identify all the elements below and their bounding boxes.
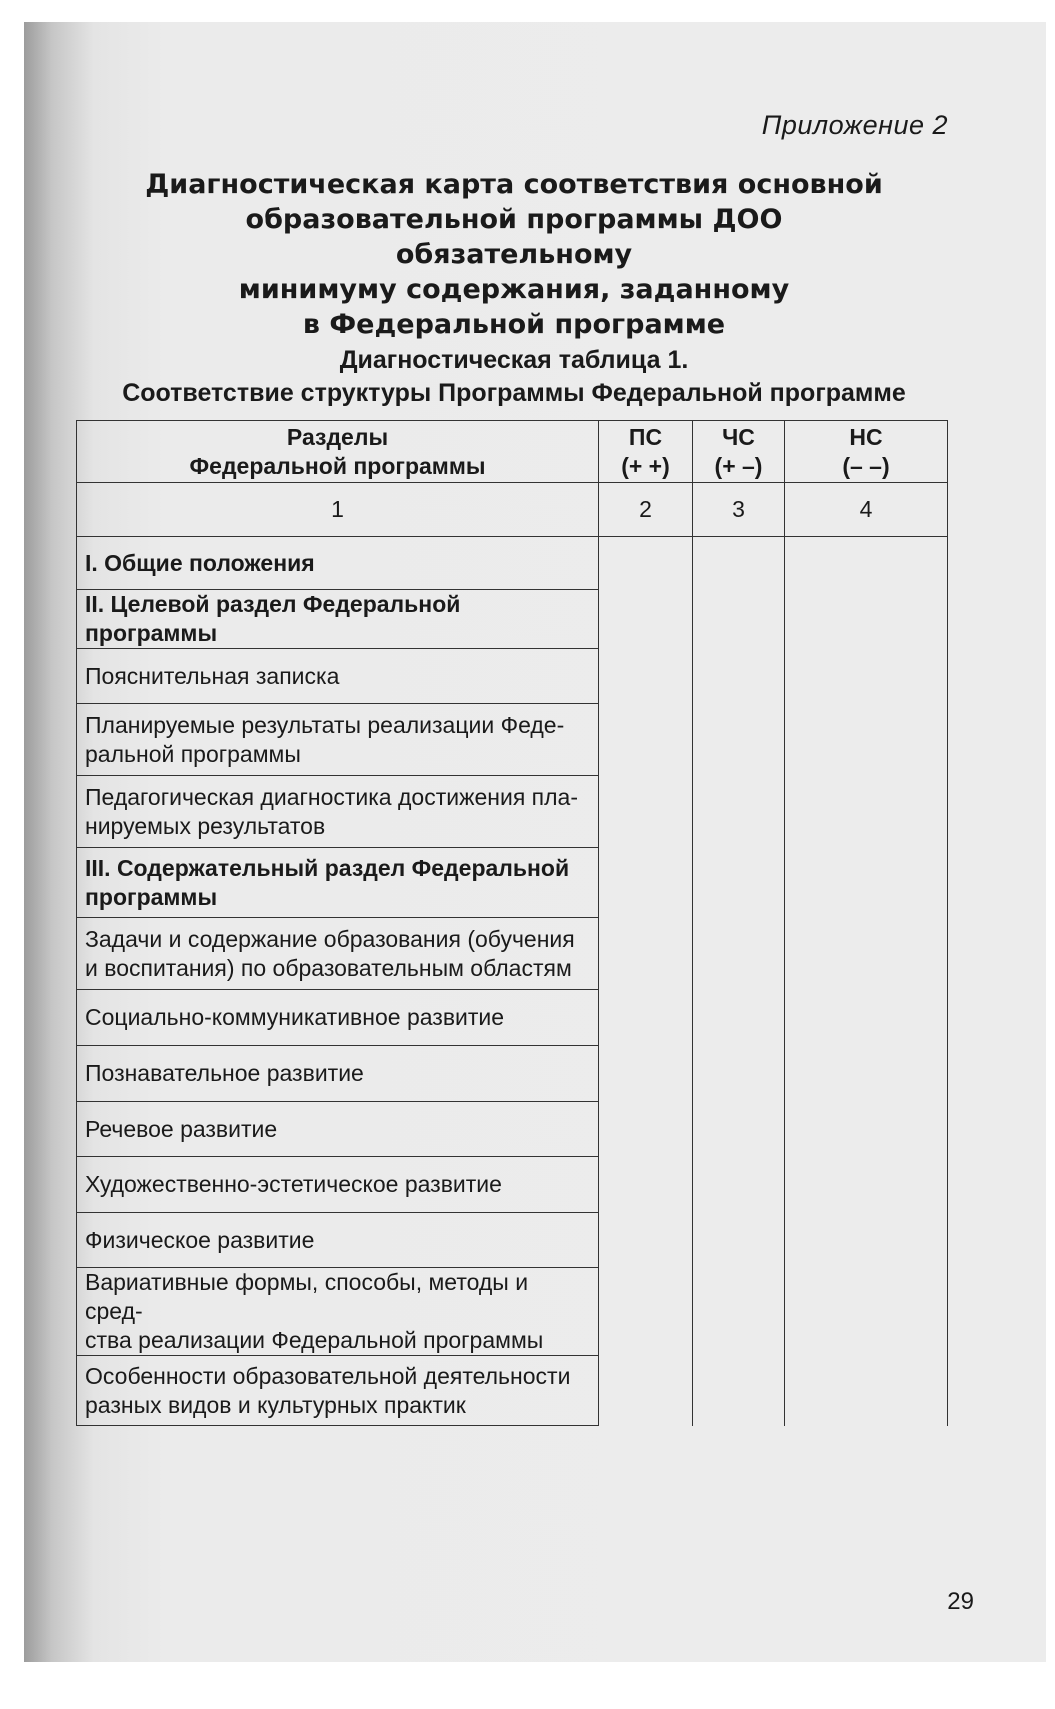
value-cell-ps[interactable] xyxy=(599,1213,693,1268)
value-cell-ps[interactable] xyxy=(599,704,693,776)
value-cell-ps[interactable] xyxy=(599,649,693,704)
section-cell xyxy=(77,848,599,918)
section-line: Педагогическая диагностика достижения пла- xyxy=(85,783,578,810)
section-cell xyxy=(77,649,599,704)
table-row xyxy=(77,704,948,776)
table-title-line: Соответствие структуры Программы Федеральной программе xyxy=(122,379,906,407)
value-cell-ps[interactable] xyxy=(599,990,693,1046)
value-cell-chs[interactable] xyxy=(693,537,785,590)
title-line: образовательной программы ДОО обязательному xyxy=(245,204,783,270)
value-cell-ns[interactable] xyxy=(785,649,948,704)
title-line: в Федеральной программе xyxy=(302,309,726,340)
page-number: 29 xyxy=(947,1588,974,1615)
section-line: разных видов и культурных практик xyxy=(85,1391,466,1418)
value-cell-ns[interactable] xyxy=(785,704,948,776)
section-line: Художественно-эстетическое развитие xyxy=(85,1171,502,1197)
value-cell-chs[interactable] xyxy=(693,990,785,1046)
value-cell-ns[interactable] xyxy=(785,590,948,649)
value-cell-ps[interactable] xyxy=(599,1102,693,1157)
section-line: I. Общие положения xyxy=(85,549,315,576)
table-row xyxy=(77,918,948,990)
value-cell-chs[interactable] xyxy=(693,1268,785,1356)
value-cell-ps[interactable] xyxy=(599,918,693,990)
column-number: 3 xyxy=(693,483,785,537)
section-cell xyxy=(77,776,599,848)
value-cell-ns[interactable] xyxy=(785,848,948,918)
value-cell-ps[interactable] xyxy=(599,1046,693,1102)
value-cell-ps[interactable] xyxy=(599,848,693,918)
table-row xyxy=(77,1102,948,1157)
table-row xyxy=(77,848,948,918)
section-line: нируемых результатов xyxy=(85,812,326,839)
table-row xyxy=(77,1356,948,1426)
section-cell xyxy=(77,1102,599,1157)
section-line: Пояснительная записка xyxy=(85,662,340,689)
header-sections: Разделы Федеральной программы xyxy=(77,421,599,483)
value-cell-ps[interactable] xyxy=(599,1356,693,1426)
header-ns: НС (– –) xyxy=(785,421,948,483)
section-cell xyxy=(77,1157,599,1213)
document-title xyxy=(144,167,884,342)
diagnostic-table xyxy=(76,420,948,1426)
value-cell-ns[interactable] xyxy=(785,990,948,1046)
section-line: Социально-коммуникативное развитие xyxy=(85,1004,505,1030)
value-cell-chs[interactable] xyxy=(693,1356,785,1426)
column-number: 2 xyxy=(599,483,693,537)
value-cell-chs[interactable] xyxy=(693,1102,785,1157)
section-cell xyxy=(77,1046,599,1102)
value-cell-ps[interactable] xyxy=(599,1268,693,1356)
section-cell xyxy=(77,990,599,1046)
column-number: 4 xyxy=(785,483,948,537)
table-title-line: Диагностическая таблица 1. xyxy=(339,346,689,374)
value-cell-ps[interactable] xyxy=(599,1157,693,1213)
section-cell xyxy=(77,1356,599,1426)
title-line: Диагностическая карта соответствия основной xyxy=(145,169,883,200)
value-cell-chs[interactable] xyxy=(693,918,785,990)
appendix-label: Приложение 2 xyxy=(761,110,948,140)
section-cell xyxy=(77,704,599,776)
section-line: программы xyxy=(85,883,218,910)
value-cell-ns[interactable] xyxy=(785,537,948,590)
table-row xyxy=(77,1213,948,1268)
section-line: Задачи и содержание образования (обучения xyxy=(85,925,575,952)
value-cell-ns[interactable] xyxy=(785,1356,948,1426)
value-cell-ns[interactable] xyxy=(785,1046,948,1102)
value-cell-chs[interactable] xyxy=(693,848,785,918)
section-cell xyxy=(77,1268,599,1356)
page xyxy=(24,22,1046,1662)
value-cell-ps[interactable] xyxy=(599,537,693,590)
section-line: II. Целевой раздел Федеральной программы xyxy=(85,591,461,646)
value-cell-ns[interactable] xyxy=(785,1157,948,1213)
table-body xyxy=(77,537,948,1426)
column-number: 1 xyxy=(77,483,599,537)
section-cell xyxy=(77,590,599,649)
section-line: Познавательное развитие xyxy=(85,1060,364,1086)
section-line: Вариативные формы, способы, методы и сред- xyxy=(85,1269,529,1324)
value-cell-chs[interactable] xyxy=(693,1157,785,1213)
value-cell-ps[interactable] xyxy=(599,590,693,649)
table-row xyxy=(77,537,948,590)
header-chs: ЧС (+ –) xyxy=(693,421,785,483)
section-cell xyxy=(77,918,599,990)
table-row xyxy=(77,1046,948,1102)
table-row xyxy=(77,776,948,848)
value-cell-chs[interactable] xyxy=(693,649,785,704)
value-cell-ns[interactable] xyxy=(785,1268,948,1356)
table-row xyxy=(77,590,948,649)
table-row xyxy=(77,1157,948,1213)
value-cell-ps[interactable] xyxy=(599,776,693,848)
section-cell xyxy=(77,537,599,590)
title-line: минимуму содержания, заданному xyxy=(238,274,790,305)
section-cell xyxy=(77,1213,599,1268)
section-line: Физическое развитие xyxy=(85,1226,315,1253)
table-title xyxy=(84,344,944,410)
header-ps: ПС (+ +) xyxy=(599,421,693,483)
value-cell-ns[interactable] xyxy=(785,918,948,990)
value-cell-chs[interactable] xyxy=(693,1213,785,1268)
table-header-row xyxy=(77,421,948,483)
value-cell-ns[interactable] xyxy=(785,776,948,848)
value-cell-ns[interactable] xyxy=(785,1102,948,1157)
table-row xyxy=(77,1268,948,1356)
section-line: ральной программы xyxy=(85,740,301,767)
table-row xyxy=(77,990,948,1046)
section-line: Речевое развитие xyxy=(85,1115,278,1142)
section-line: и воспитания) по образовательным областям xyxy=(85,954,572,981)
value-cell-chs[interactable] xyxy=(693,776,785,848)
value-cell-chs[interactable] xyxy=(693,704,785,776)
section-line: Планируемые результаты реализации Феде- xyxy=(85,711,565,738)
section-line: Особенности образовательной деятельности xyxy=(85,1362,571,1389)
section-line: ства реализации Федеральной программы xyxy=(85,1327,544,1353)
section-line: III. Содержательный раздел Федеральной xyxy=(85,854,570,881)
column-number-row xyxy=(77,483,948,537)
table-row xyxy=(77,649,948,704)
value-cell-ns[interactable] xyxy=(785,1213,948,1268)
value-cell-chs[interactable] xyxy=(693,1046,785,1102)
value-cell-chs[interactable] xyxy=(693,590,785,649)
